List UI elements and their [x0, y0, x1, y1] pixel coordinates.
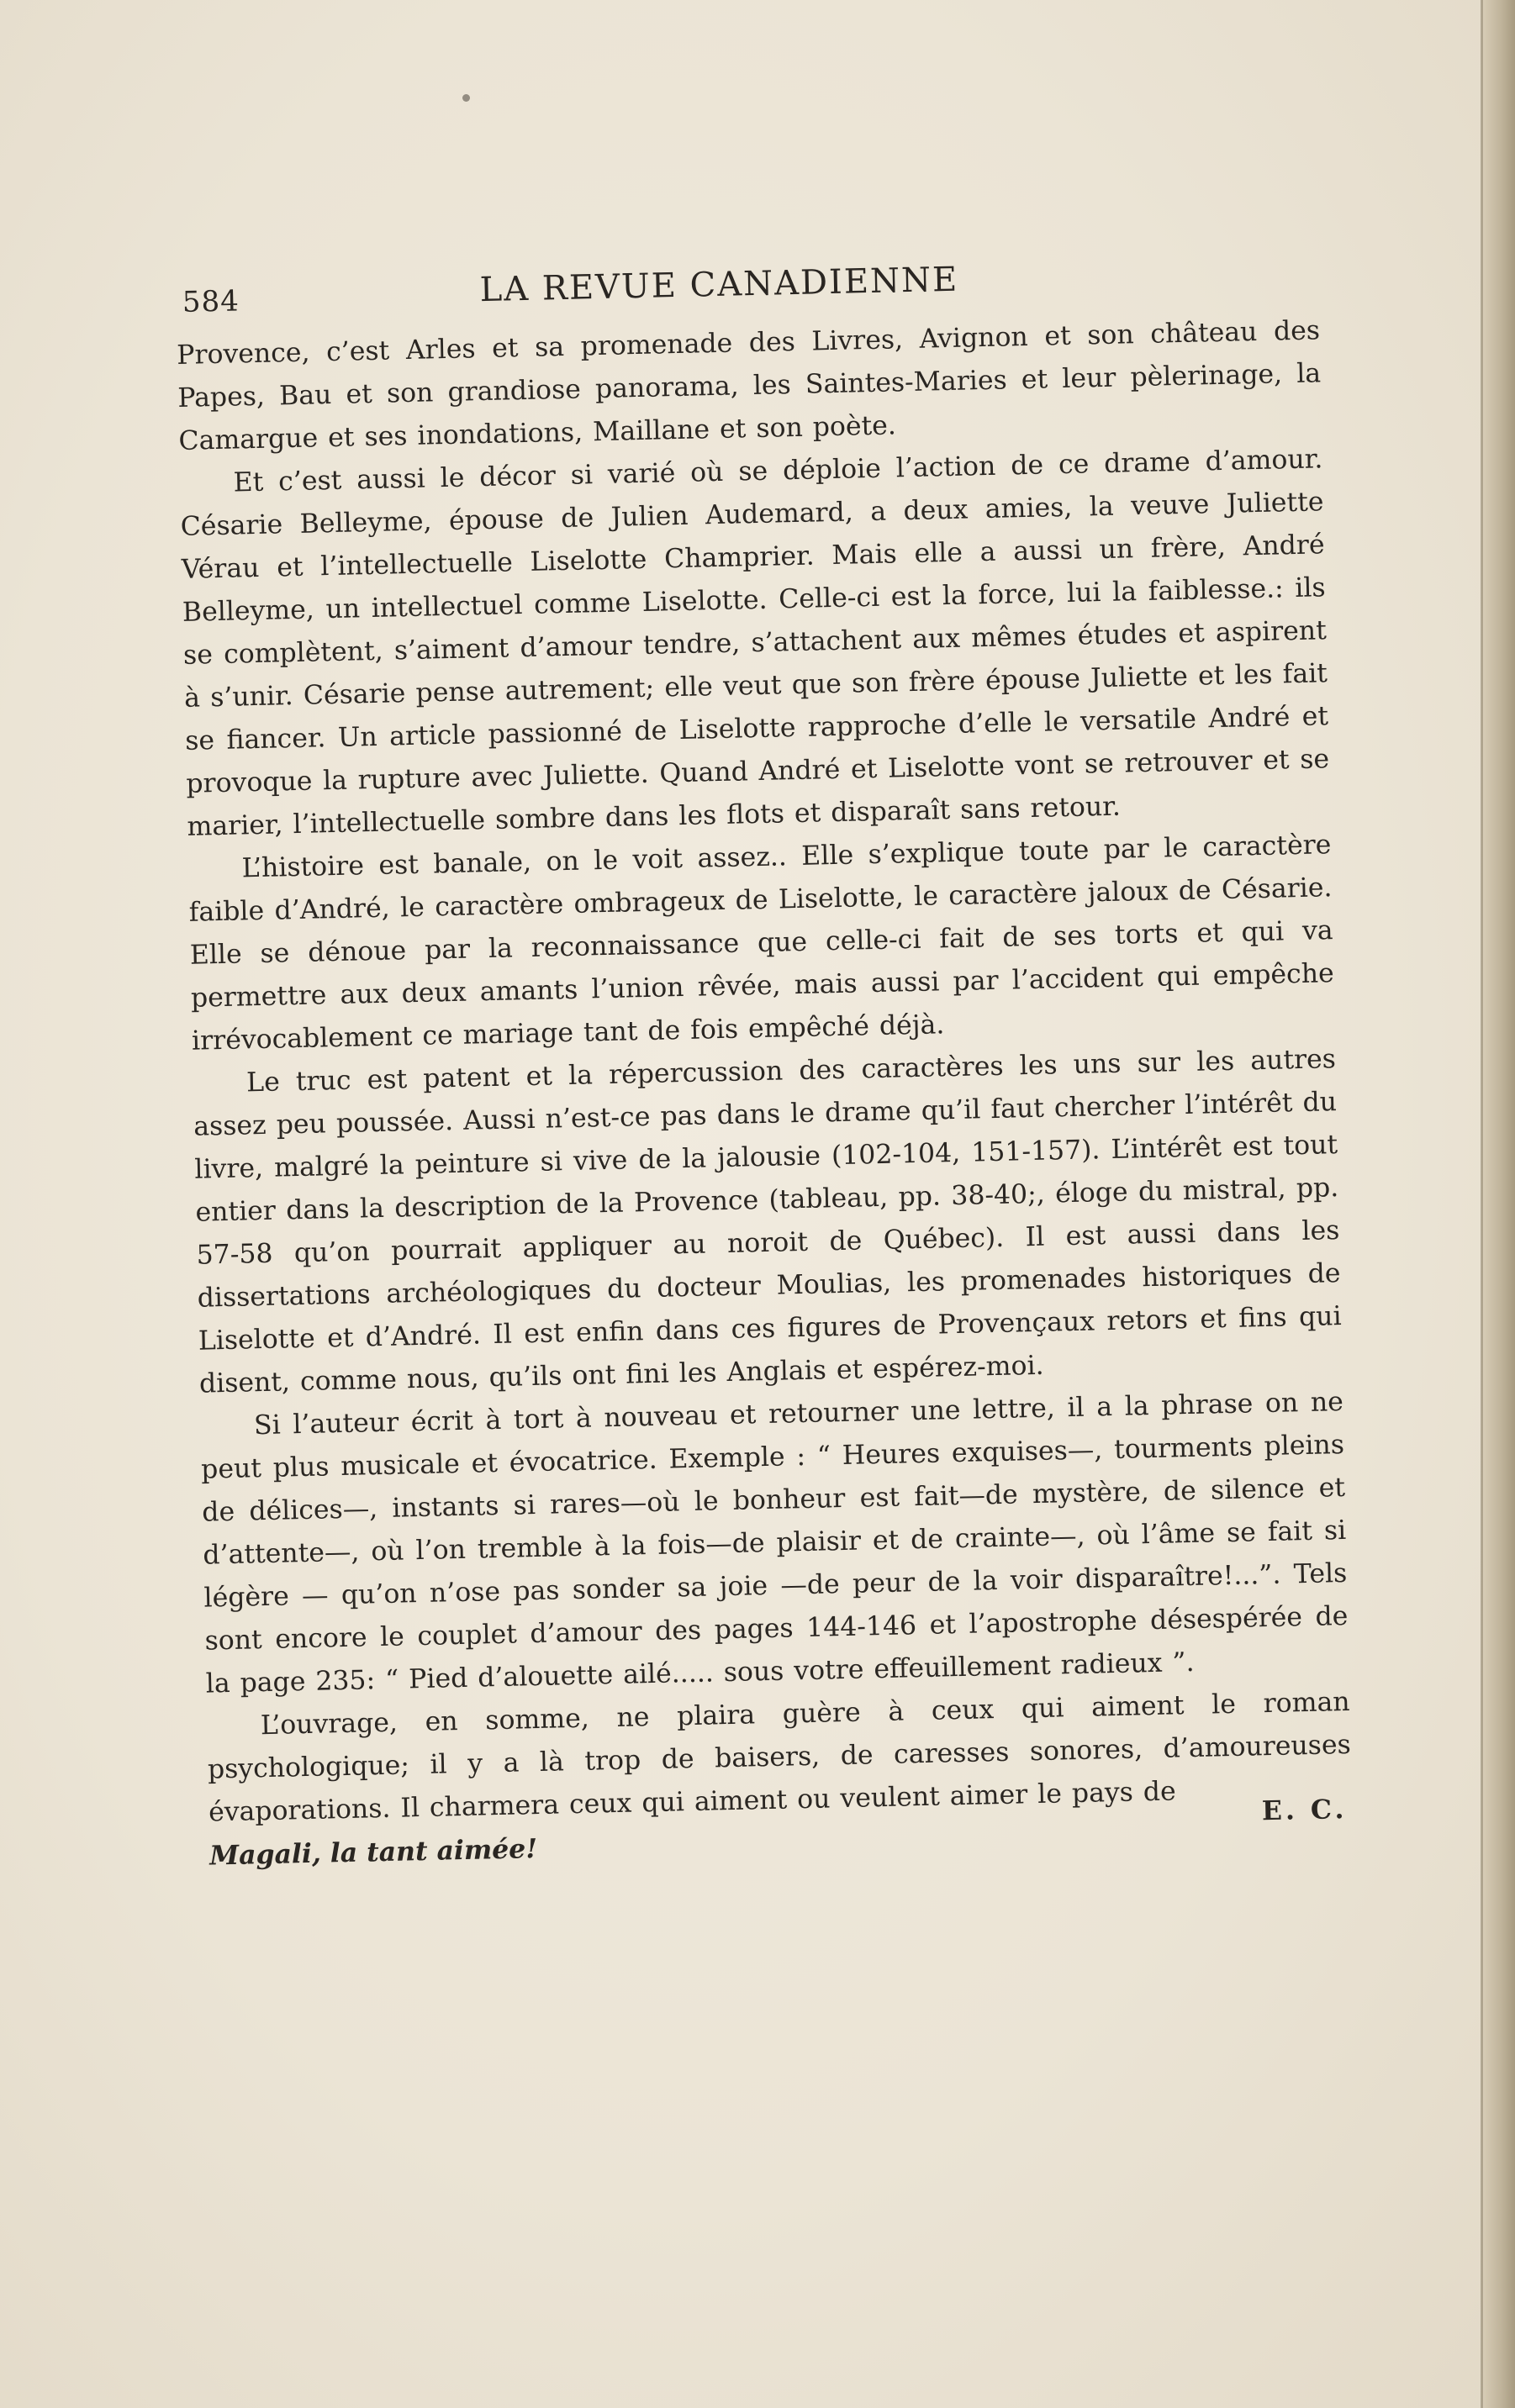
article-body [177, 309, 1353, 1834]
paragraph-3: L’histoire est banale, on le voit assez.. Elle s’explique toute par le caractère faible d’André, le caractère ombrageux de Liselotte, le caractère jaloux de Césarie. Elle se dénoue par la reconnaissance que celle-ci fait de ses torts et qui va permettre aux deux amants l’union rêvée, mais aussi par l’accident qui empêche irrévocablement ce mariage tant de fois empêché déjà. [188, 830, 1335, 1056]
page-number: 584 [182, 284, 240, 319]
paragraph-5: Si l’auteur écrit à tort à nouveau et retourner une lettre, il a la phrase on ne peut plus musicale et évocatrice. Exemple : “ Heures exquises—, tourments pleins de délices—, instants si rares—où le bonheur est fait—de mystère, de silence et d’attente—, où l’on tremble à la fois—de plaisir et de crainte—, où l’âme se fait si légère — qu’on n’ose pas sonder sa joie —de peur de la voir disparaître!...”. Tels sont encore le couplet d’amour des pages 144-146 et l’apostrophe désespérée de la page 235: “ Pied d’alouette ailé..... sous votre effeuillement radieux ”. [200, 1387, 1349, 1699]
author-initials: E. C. [1261, 1794, 1348, 1827]
paragraph-2: Et c’est aussi le décor si varié où se déploie l’action de ce drame d’amour. Césarie Belleyme, épouse de Julien Audemard, a deux amies, la veuve Juliette Vérau et l’intellectuelle Liselotte Champrier. Mais elle a aussi un frère, André Belleyme, un intellectuel comme Liselotte. Celle-ci est la force, lui la faiblesse.: ils se complètent, s’aiment d’amour tendre, s’attachent aux mêmes études et aspirent à s’unir. Césarie pense autrement; elle veut que son frère épouse Juliette et les fait se fiancer. Un article passionné de Liselotte rapproche d’elle le versatile André et provoque la rupture avec Juliette. Quand André et Liselotte vont se retrouver et se marier, l’intellectuelle sombre dans les flots et disparaît sans retour. [180, 444, 1330, 842]
page-edge-shadow [1481, 0, 1515, 2408]
closing-line: Magali, la tant aimée! [209, 1833, 538, 1872]
page-edge-line [1481, 0, 1483, 2408]
ink-speck [462, 94, 470, 102]
page-content [175, 242, 1353, 1876]
paragraph-6: L’ouvrage, en somme, ne plaira guère à ceux qui aiment le roman psychologique; il y a là trop de baisers, de caresses sonores, d’amoureuses évaporations. Il charmera ceux qui aiment ou veulent aimer le pays de [207, 1686, 1352, 1828]
running-title: LA REVUE CANADIENNE [479, 260, 959, 310]
paragraph-1: Provence, c’est Arles et sa promenade des Livres, Avignon et son château des Papes, Bau et son grandiose panorama, les Saintes-Maries et leur pèlerinage, la Camargue et ses inondations, Maillane et son poète. [176, 315, 1322, 456]
paragraph-4: Le truc est patent et la répercussion des caractères les uns sur les autres assez peu poussée. Aussi n’est-ce pas dans le drame qu’il faut chercher l’intérêt du livre, malgré la peinture si vive de la jalousie (102-104, 151-157). L’intérêt est tout entier dans la description de la Provence (tableau, pp. 38-40;, éloge du mistral, pp. 57-58 qu’on pourrait appliquer au noroit de Québec). Il est aussi dans les dissertations archéologiques du docteur Moulias, les promenades historiques de Liselotte et d’André. Il est enfin dans ces figures de Provençaux retors et fins qui disent, comme nous, qu’ils ont fini les Anglais et espérez-moi. [193, 1044, 1342, 1399]
